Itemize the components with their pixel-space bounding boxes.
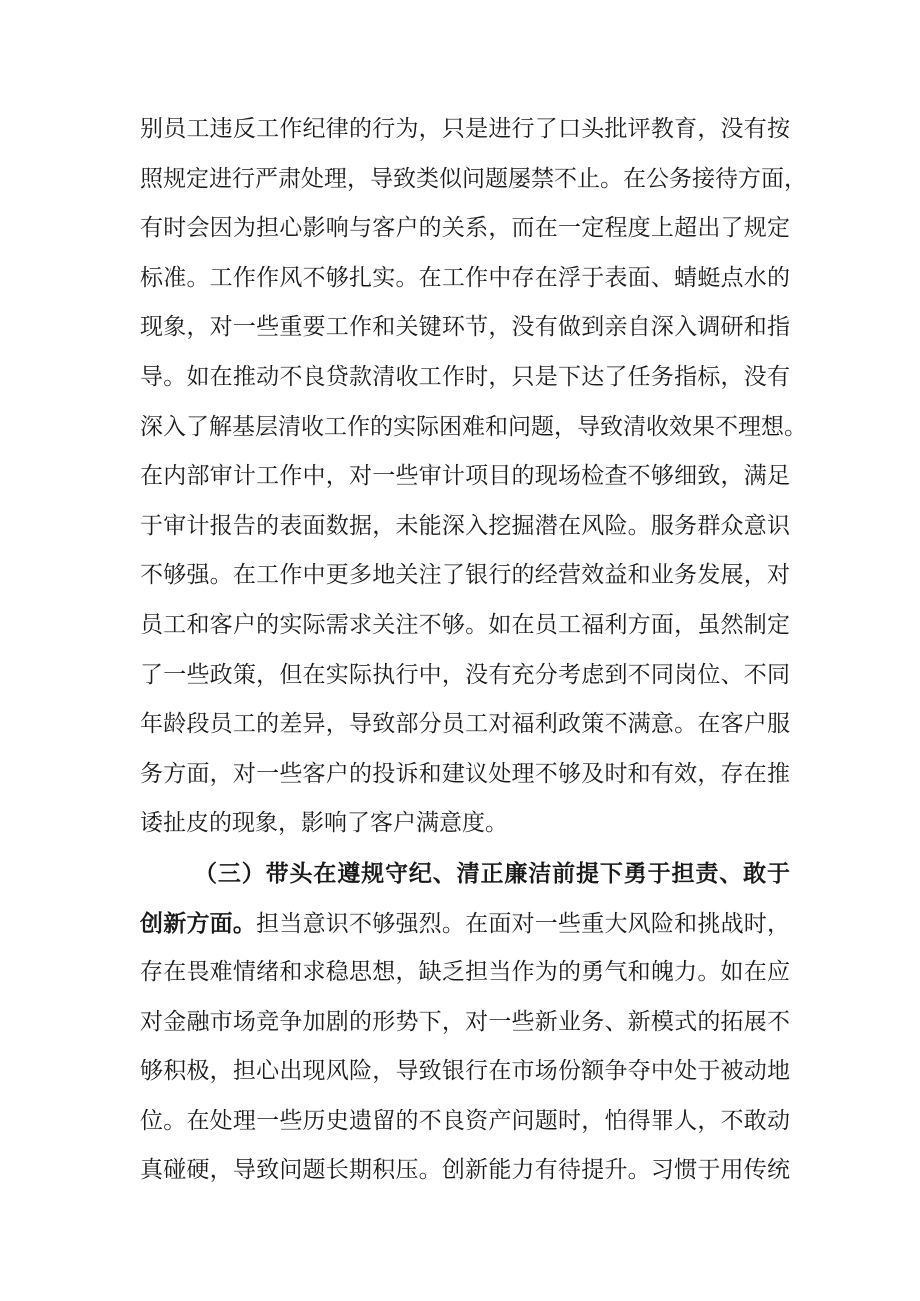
text-line: 于审计报告的表面数据，未能深入挖掘潜在风险。服务群众意识 — [140, 512, 790, 539]
section-heading-end: 创新方面。 — [140, 909, 257, 937]
text-line: 在内部审计工作中，对一些审计项目的现场检查不够细致，满足 — [140, 463, 790, 490]
text-span: 担当意识不够强烈。在面对一些重大风险和挑战时， — [256, 910, 791, 937]
paragraph-discipline-and-service — [140, 105, 807, 849]
section-heading: （三）带头在遵规守纪、清正廉洁前提下勇于担责、敢于 — [194, 859, 790, 887]
paragraph-responsibility-and-innovation — [140, 849, 790, 1196]
text-line: 员工和客户的实际需求关注不够。如在员工福利方面，虽然制定 — [140, 611, 790, 638]
text-line: 深入了解基层清收工作的实际困难和问题，导致清收效果不理想。 — [140, 413, 807, 440]
document-body — [140, 105, 807, 1196]
text-line: 位。在处理一些历史遗留的不良资产问题时，怕得罪人，不敢动 — [140, 1107, 790, 1134]
text-line: 务方面，对一些客户的投诉和建议处理不够及时和有效，存在推 — [140, 760, 790, 787]
text-line: 标准。工作作风不够扎实。在工作中存在浮于表面、蜻蜓点水的 — [140, 264, 790, 291]
text-line: 现象，对一些重要工作和关键环节，没有做到亲自深入调研和指 — [140, 314, 790, 341]
text-line: 有时会因为担心影响与客户的关系，而在一定程度上超出了规定 — [140, 215, 790, 242]
text-line — [140, 899, 790, 949]
text-line: 了一些政策，但在实际执行中，没有充分考虑到不同岗位、不同 — [140, 661, 790, 688]
text-line: 照规定进行严肃处理，导致类似问题屡禁不止。在公务接待方面， — [140, 165, 807, 192]
text-line: 年龄段员工的差异，导致部分员工对福利政策不满意。在客户服 — [140, 711, 790, 738]
text-line: 真碰硬，导致问题长期积压。创新能力有待提升。习惯于用传统 — [140, 1157, 790, 1184]
text-line: 导。如在推动不良贷款清收工作时，只是下达了任务指标，没有 — [140, 363, 790, 390]
text-line: 别员工违反工作纪律的行为，只是进行了口头批评教育，没有按 — [140, 116, 790, 142]
text-line: 诿扯皮的现象，影响了客户满意度。 — [140, 810, 508, 837]
text-line: 存在畏难情绪和求稳思想，缺乏担当作为的勇气和魄力。如在应 — [140, 959, 790, 986]
text-line: 够积极，担心出现风险，导致银行在市场份额争夺中处于被动地 — [140, 1058, 790, 1085]
text-line: 对金融市场竞争加剧的形势下，对一些新业务、新模式的拓展不 — [140, 1008, 790, 1035]
text-line: 不够强。在工作中更多地关注了银行的经营效益和业务发展，对 — [140, 562, 790, 589]
